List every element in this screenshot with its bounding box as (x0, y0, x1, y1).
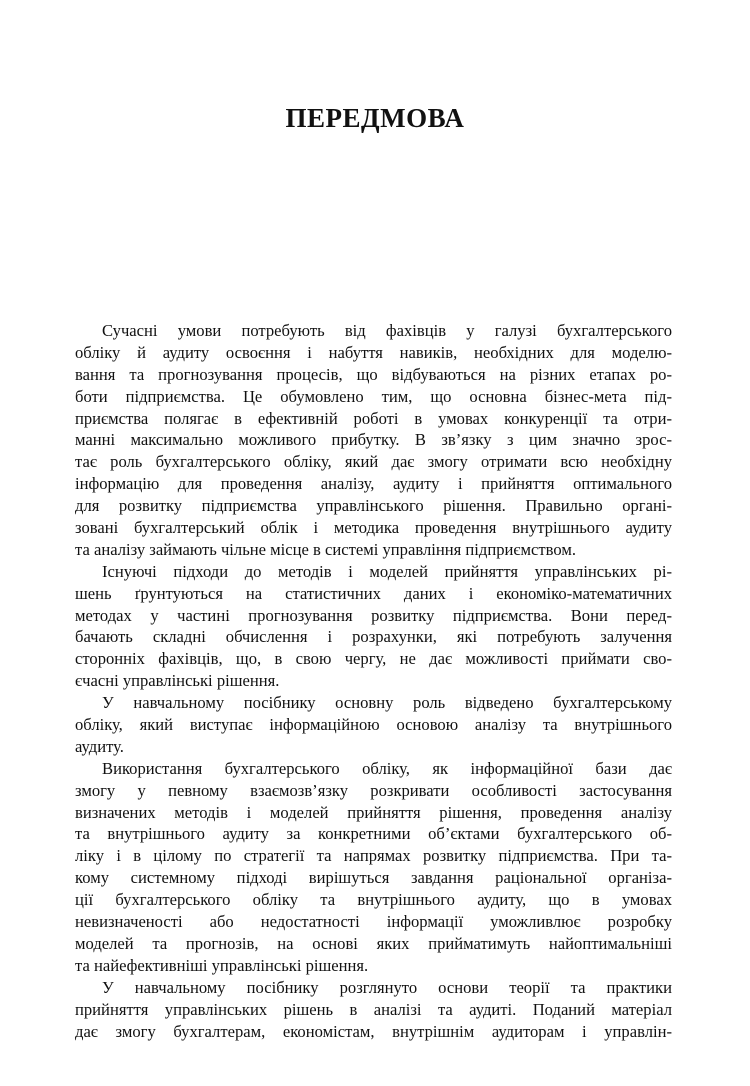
text-line: невизначеності або недостатності інформації уможливлює розробку (75, 912, 672, 932)
text-line: аудиту. (75, 736, 124, 756)
text-line: та внутрішнього аудиту за конкретними об’єктами бухгалтерського об- (75, 824, 672, 844)
text-line: єчасні управлінські рішення. (75, 671, 280, 691)
text-line: та аналізу займають чільне місце в системі управління підприємством. (75, 539, 576, 559)
text-line: шень ґрунтуються на статистичних даних і економіко-математичних (75, 583, 672, 603)
paragraph (75, 692, 672, 758)
text-line: Існуючі підходи до методів і моделей прийняття управлінських рі- (102, 561, 672, 581)
text-line: обліку й аудиту освоєння і набуття навиків, необхідних для моделю- (75, 342, 672, 362)
text-line: визначених методів і моделей прийняття рішення, проведення аналізу (75, 802, 672, 822)
text-line: дає змогу бухгалтерам, економістам, внутрішнім аудиторам і управлін- (75, 1021, 672, 1041)
paragraph (75, 977, 672, 1043)
text-line: сторонніх фахівців, що, в свою чергу, не дає можливості приймати сво- (75, 649, 672, 669)
text-line: моделей та прогнозів, на основі яких прийматимуть найоптимальніші (75, 933, 672, 953)
paragraph (75, 320, 672, 561)
text-line: обліку, який виступає інформаційною основою аналізу та внутрішнього (75, 715, 672, 735)
text-line: манні максимально можливого прибутку. В зв’язку з цим значно зрос- (75, 430, 672, 450)
text-line: методах у частині прогнозування розвитку підприємства. Вони перед- (75, 605, 672, 625)
text-line: У навчальному посібнику основну роль відведено бухгалтерському (102, 693, 672, 713)
text-line: вання та прогнозування процесів, що відбуваються на різних етапах ро- (75, 364, 672, 384)
text-line: ції бухгалтерського обліку та внутрішнього аудиту, що в умовах (75, 890, 672, 910)
text-line: зовані бухгалтерський облік і методика проведення внутрішнього аудиту (75, 518, 672, 538)
text-line: інформацію для проведення аналізу, аудиту і прийняття оптимального (75, 474, 672, 494)
text-line: тає роль бухгалтерського обліку, який дає змогу отримати всю необхідну (75, 452, 672, 472)
text-line: змогу у певному взаємозв’язку розкривати особливості застосування (75, 780, 672, 800)
text-line: ліку і в цілому по стратегії та напрямах розвитку підприємства. При та- (75, 846, 672, 866)
paragraph (75, 758, 672, 977)
text-line: та найефективніші управлінські рішення. (75, 955, 369, 975)
text-line: бачають складні обчислення і розрахунки, які потребують залучення (75, 627, 672, 647)
text-line: прийняття управлінських рішень в аналізі та аудиті. Поданий матеріал (75, 999, 672, 1019)
text-line: Сучасні умови потребують від фахівців у галузі бухгалтерського (102, 321, 672, 340)
text-line: приємства полягає в ефективній роботі в умовах конкуренції та отри- (75, 408, 672, 428)
text-line: боти підприємства. Це обумовлено тим, що основна бізнес-мета під- (75, 386, 672, 406)
text-line: У навчальному посібнику розглянуто основи теорії та практики (102, 977, 672, 997)
text-line: Використання бухгалтерського обліку, як інформаційної бази дає (102, 758, 672, 778)
text-line: для розвитку підприємства управлінського рішення. Правильно органі- (75, 496, 672, 516)
text-body (75, 320, 672, 1042)
paragraph (75, 561, 672, 692)
text-line: кому системному підході вирішуться завдання раціональної організа- (75, 868, 672, 888)
page-title: ПЕРЕДМОВА (285, 103, 465, 133)
